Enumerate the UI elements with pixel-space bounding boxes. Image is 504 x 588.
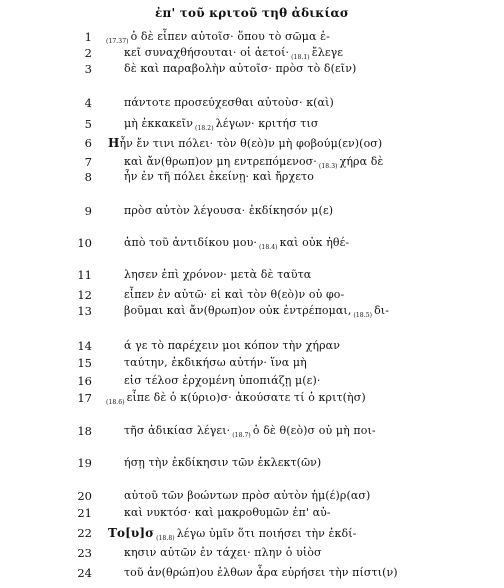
line-body: καὶ νυκτόσ· καὶ μακροθυμῶν ἐπ' αὐ- [124,506,331,519]
text-line [0,117,504,133]
text-line [0,566,504,582]
line-number: 16 [77,374,92,388]
line-body: εἰσ τέλοσ ἐρχομένη ὑποπιάζῃ μ(ε)· [124,374,321,387]
line-body: ήσῃ τὴν ἐκδίκησιν τῶν ἐκλεκτ(ῶν) [124,456,322,469]
line-body: αὐτοῦ τῶν βοώντων πρὸσ αὐτὸν ἡμ(έ)ρ(ασ) [124,489,371,502]
line-text [124,46,343,61]
line-text [124,456,321,469]
line-text [124,288,344,301]
verse-reference: (18.8) [156,535,175,542]
line-number: 12 [77,288,92,302]
text-line [0,489,504,505]
line-body: τῆσ ἀδικίασ λέγει· [124,424,231,437]
line-text [104,30,330,45]
line-text [124,62,356,75]
line-text [124,339,340,352]
line-number: 19 [77,456,92,470]
text-line [0,356,504,372]
verse-reference: (18.2) [195,125,214,132]
verse-reference: (17.37) [106,38,129,45]
line-body: δὲ καὶ παραβολὴν αὐτοῖσ· πρὸσ τὸ δ(εῖν) [124,62,357,75]
line-text [124,236,349,251]
verse-reference: (18.5) [353,312,373,319]
initial-letter: Το[υ]σ [108,526,155,540]
text-line [0,526,504,542]
line-text [124,155,383,170]
line-body-continued: δι- [374,304,390,317]
line-text [124,170,314,183]
text-line [0,391,504,407]
line-number: 23 [77,546,92,560]
line-body: μὴ ἐκκακεῖν [124,117,193,130]
line-text [124,566,398,579]
line-text [104,391,366,406]
line-body: πρὸσ αὐτὸν λέγουσα· ἐκδίκησόν μ(ε) [124,204,334,217]
verse-reference: (18.3) [318,163,338,170]
line-body: ταύτην, ἐκδικήσω αὐτήν· ἵνα μὴ [124,356,307,369]
line-number: 5 [84,117,92,131]
text-line [0,304,504,320]
line-number: 6 [84,136,92,150]
text-line [0,155,504,171]
line-body: ά γε τὸ παρέχειν μοι κόπον τὴν χήραν [124,339,340,352]
line-number: 8 [84,170,92,184]
verse-reference: (18.4) [258,244,278,251]
line-text [124,204,333,217]
line-body: κησιν αὐτῶν ἐν τάχει· πλην ὁ υἱὸσ [124,546,322,559]
line-text [124,424,376,439]
line-number: 14 [77,339,92,353]
line-number: 17 [77,391,92,405]
text-line [0,46,504,62]
text-line [0,136,504,152]
text-line [0,374,504,390]
line-text [124,268,311,281]
line-body: πάντοτε προσεύχεσθαι αὐτοὺσ· κ(αὶ) [124,96,334,109]
line-text [124,117,319,132]
line-body-continued: ἔλεγε [311,46,344,59]
line-number: 21 [77,506,92,520]
line-number: 2 [84,46,92,60]
line-number: 11 [77,268,92,282]
line-number: 9 [84,204,92,218]
verse-reference: (18.6) [106,399,125,406]
line-body: λησεν ἐπὶ χρόνον· μετὰ δὲ ταῦτα [124,268,312,281]
line-body: ἦν ἔν τινι πόλει· τὸν θ(εὸ)ν μὴ φοβούμ(εν)(οσ) [119,137,383,150]
text-line [0,30,504,46]
text-line [0,506,504,522]
text-line [0,236,504,252]
line-body: κεῖ συναχθήσουται· οἱ ἀετοί· [124,46,290,59]
text-line [0,96,504,112]
text-line [0,546,504,562]
line-body: καὶ ἄν(θρωπ)ον μη εντρεπόμενοσ· [124,155,317,168]
line-text [108,526,356,542]
line-text [124,489,370,502]
line-number: 24 [77,566,92,580]
line-body-continued: καὶ οὐκ ἠθέ- [279,236,350,249]
line-text [124,356,307,369]
line-body: βοῦμαι καὶ ἄν(θρωπ)ον οὐκ ἐντρέπομαι, [124,304,352,317]
line-number: 18 [77,424,92,438]
line-text [124,546,322,559]
line-text [124,96,334,109]
text-line [0,170,504,186]
line-body: ὁ δὲ εἶπεν αὐτοῖσ· ὅπου τὸ σῶμα ἐ- [130,30,330,43]
line-text [124,506,331,519]
text-line [0,204,504,220]
line-body: εἶπεν ἐν αὐτῶ· εἰ καὶ τὸν θ(εὸ)ν οὐ φο- [124,288,345,301]
text-line [0,268,504,284]
line-number: 3 [84,62,92,76]
line-body: εἶπε δὲ ὁ κ(ύριο)σ· ἀκούσατε τί ὁ κριτ(ὴσ) [126,391,366,404]
text-line [0,339,504,355]
line-text [124,374,320,387]
line-number: 7 [84,155,92,169]
line-text [124,304,389,319]
line-number: 10 [77,236,92,250]
line-text [108,136,382,150]
line-number: 4 [84,96,92,110]
line-number: 15 [77,356,92,370]
text-line [0,288,504,304]
line-number: 22 [77,526,92,540]
initial-letter: Η [108,136,120,150]
text-line [0,62,504,78]
verse-reference: (18.1) [291,54,310,61]
line-number: 20 [77,489,92,503]
text-line [0,456,504,472]
verse-reference: (18.7) [232,432,251,439]
line-number: 1 [84,30,92,44]
line-body: ἦν ἐν τῆ πόλει ἐκείνῃ· καὶ ἤρχετο [124,170,314,183]
line-body: τοῦ ἀν(θρώπ)ου ἐλθων ἆρα εὑρήσει τὴν πίστι(ν) [124,566,398,579]
text-line [0,424,504,440]
line-body-continued: χήρα δὲ [339,155,384,168]
line-body-continued: λέγων· κριτήσ τισ [215,117,319,130]
line-body: λέγω ὑμῖν ὅτι ποιήσει τὴν ἐκδί- [176,527,357,540]
line-body-continued: ὁ δὲ θ(εὸ)σ οὐ μὴ ποι- [252,424,376,437]
line-body: ἀπὸ τοῦ ἀντιδίκου μου· [124,236,257,249]
page-title: ἐπ' τοῦ κριτοῦ τηθ ἀδικίασ [155,6,349,20]
line-number: 13 [77,304,92,318]
